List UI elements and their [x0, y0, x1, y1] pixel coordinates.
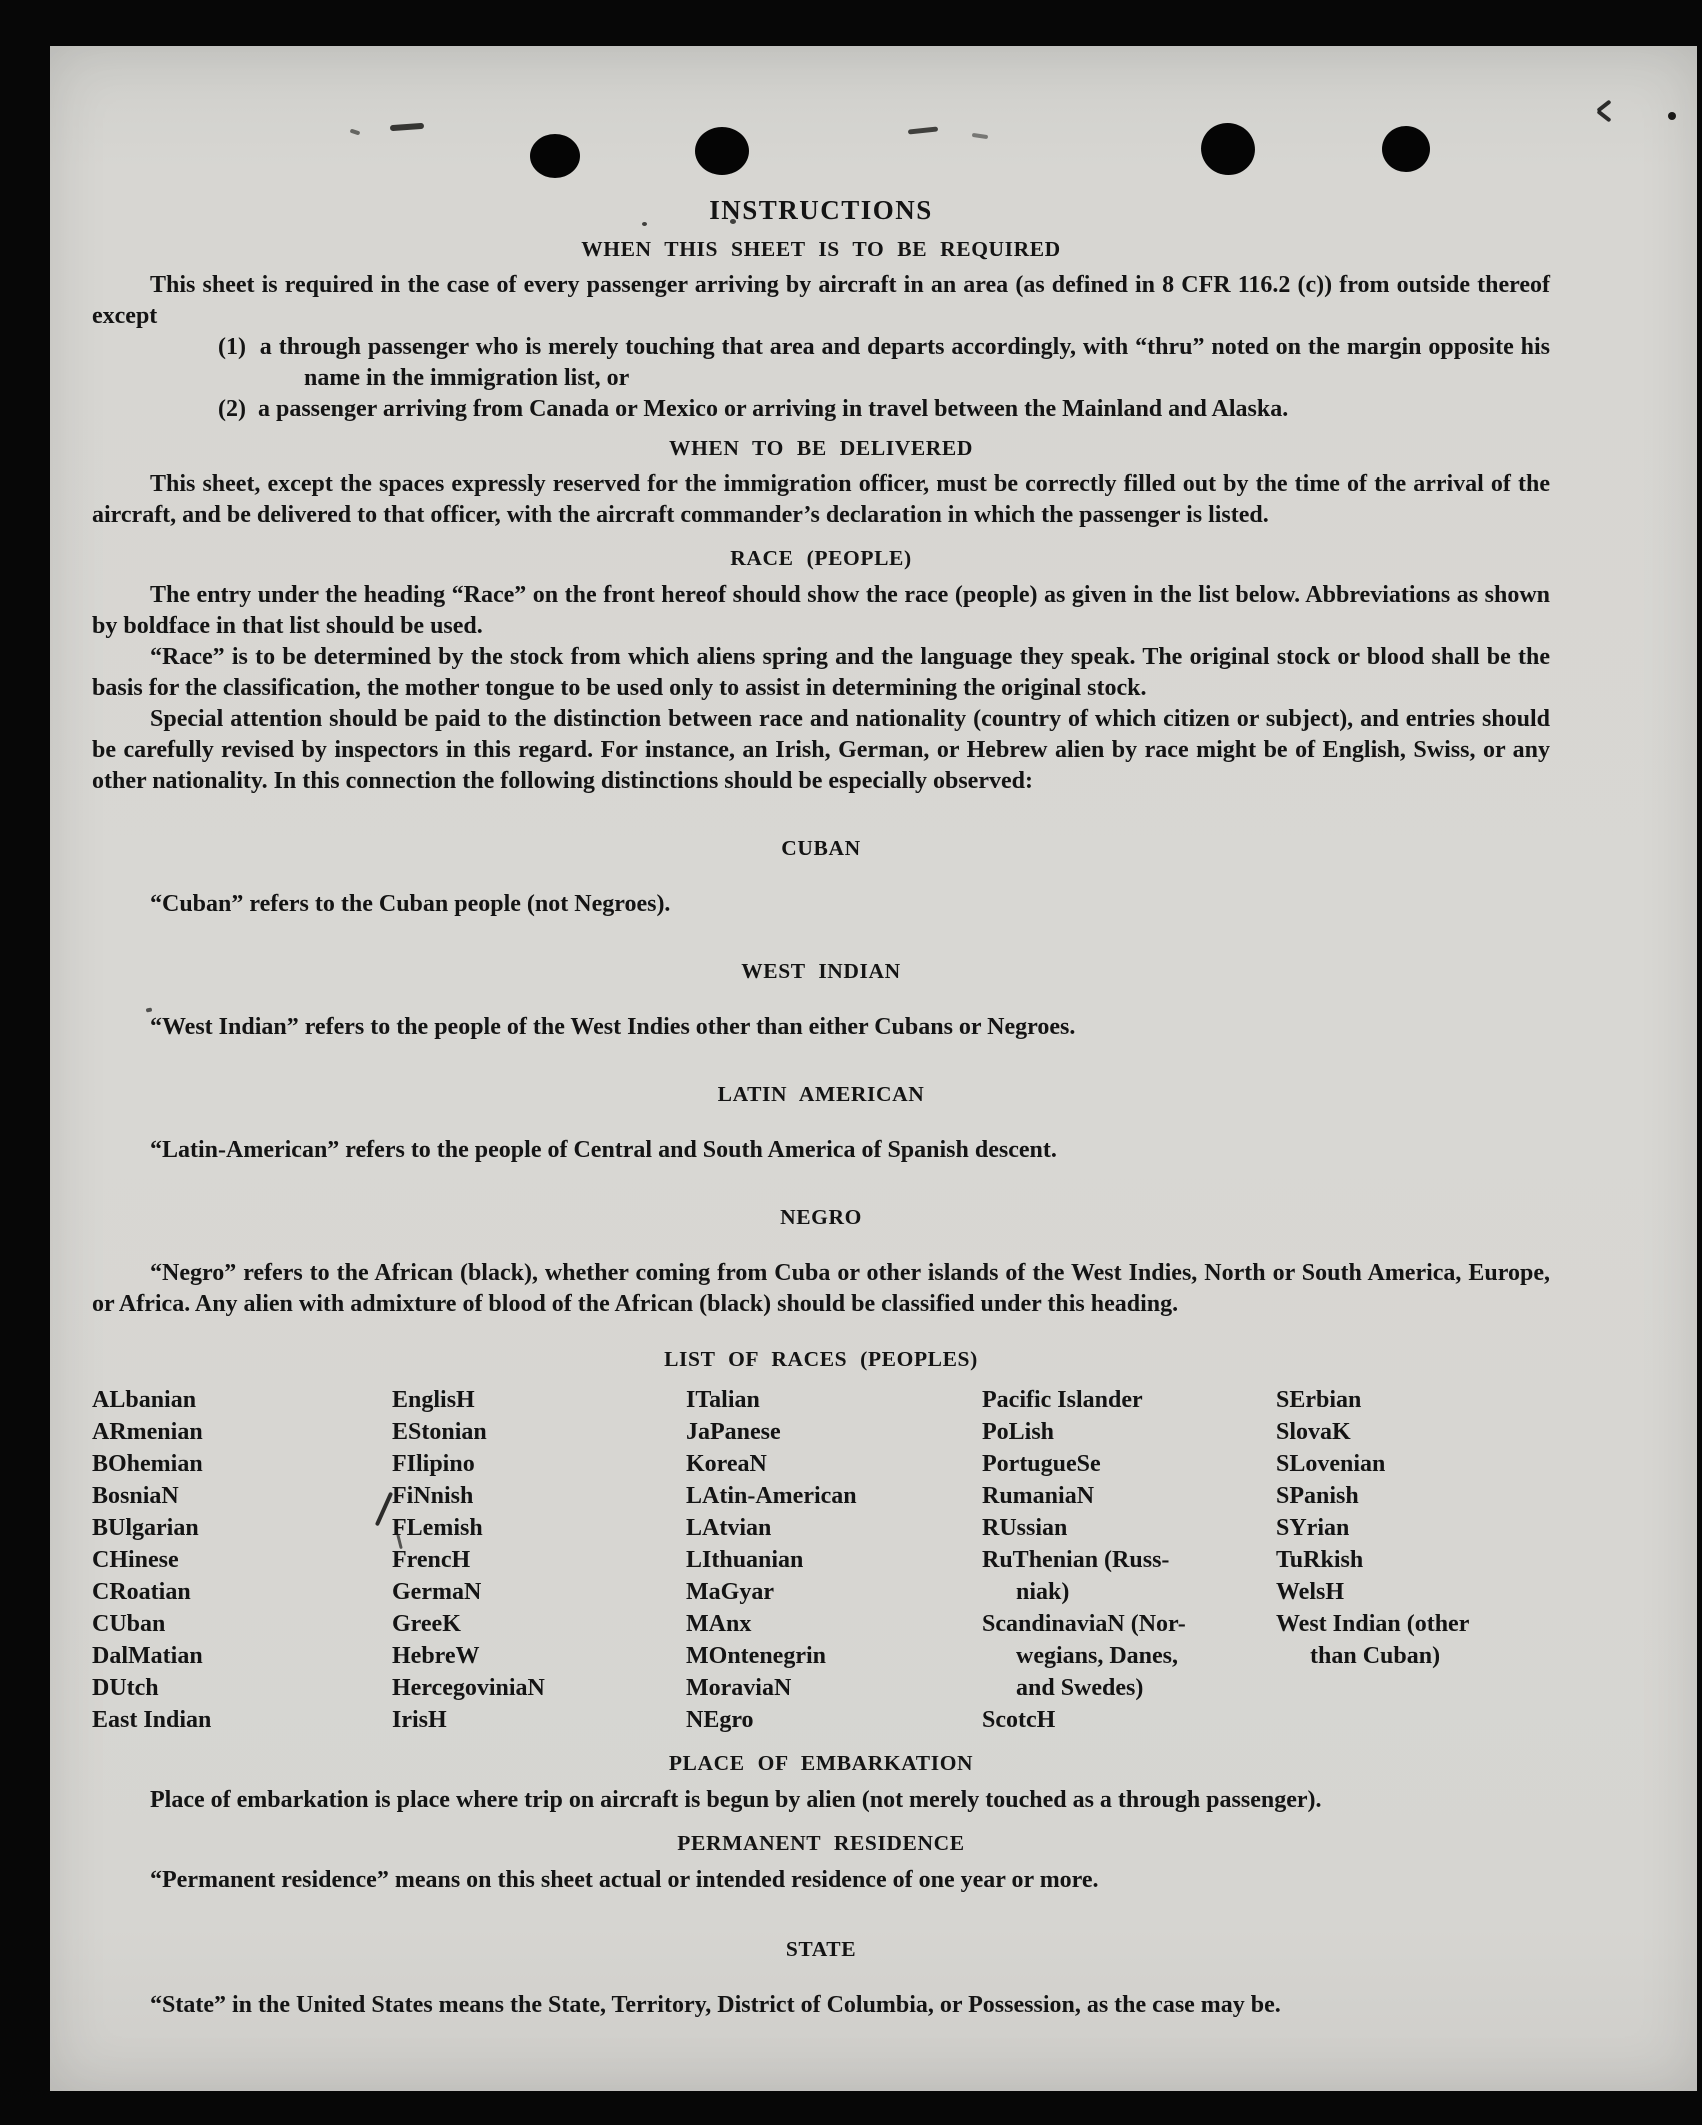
races-column-2: [392, 1384, 686, 1736]
paragraph-latin-american: “Latin-American” refers to the people of Central and South America of Spanish descent.: [150, 1137, 1057, 1163]
race-name: EnglisH: [392, 1387, 475, 1413]
paragraph-state: “State” in the United States means the State, Territory, District of Columbia, or Possession, as the case may be.: [150, 1992, 1281, 2018]
race-name: CUban: [92, 1611, 166, 1637]
race-name: PortugueSe: [982, 1451, 1101, 1477]
race-name: SYrian: [1276, 1515, 1350, 1541]
races-table: [92, 1384, 1550, 1736]
race-name: ITalian: [686, 1387, 760, 1413]
document-content: [92, 194, 1550, 2021]
document-title: INSTRUCTIONS: [709, 195, 933, 225]
race-name: GreeK: [392, 1611, 461, 1637]
race-name: wegians, Danes,: [1016, 1643, 1179, 1669]
section-heading-races-list: LIST OF RACES (PEOPLES): [664, 1347, 978, 1371]
race-name: HercegoviniaN: [392, 1675, 545, 1701]
section-heading-residence: PERMANENT RESIDENCE: [677, 1831, 965, 1855]
section-heading-race: RACE (PEOPLE): [730, 546, 912, 570]
section-heading-embarkation: PLACE OF EMBARKATION: [668, 1751, 974, 1775]
race-name: East Indian: [92, 1707, 212, 1733]
paragraph-delivered: This sheet, except the spaces expressly reserved for the immigration officer, must be correctly filled out by the time of the arrival of the aircraft, and be delivered to that officer, with the aircraft commander’s declaration in which the passenger is listed.: [92, 471, 1550, 528]
race-name: FiNnish: [392, 1483, 474, 1509]
paragraph-race-1: The entry under the heading “Race” on the front hereof should show the race (people) as given in the list below. Abbreviations as shown by boldface in that list should be used.: [92, 582, 1550, 639]
paragraph-residence: “Permanent residence” means on this sheet actual or intended residence of one year or more.: [150, 1867, 1099, 1893]
race-name: ScandinaviaN (Nor-: [982, 1611, 1186, 1637]
race-name: BosniaN: [92, 1483, 179, 1509]
race-name: and Swedes): [1016, 1675, 1144, 1701]
races-column-3: [686, 1384, 982, 1736]
section-heading-delivered: WHEN TO BE DELIVERED: [668, 436, 974, 460]
race-name: CHinese: [92, 1547, 179, 1573]
race-name: CRoatian: [92, 1579, 191, 1605]
paragraph-race-2: “Race” is to be determined by the stock from which aliens spring and the language they speak. The original stock or blood shall be the basis for the classification, the mother tongue to be used only to assist in determining the original stock.: [92, 644, 1550, 701]
document-page: [50, 46, 1697, 2091]
race-name: IrisH: [392, 1707, 447, 1733]
race-name: RuThenian (Russ-: [982, 1547, 1170, 1573]
race-name: FIlipino: [392, 1451, 475, 1477]
punch-hole: [1196, 118, 1260, 180]
race-name: GermaN: [392, 1579, 482, 1605]
race-name: RUssian: [982, 1515, 1068, 1541]
race-name: EStonian: [392, 1419, 487, 1445]
paragraph-negro: “Negro” refers to the African (black), whether coming from Cuba or other islands of the West Indies, North or South America, Europe, or Africa. Any alien with admixture of blood of the African (black) should be classified under this heading.: [92, 1260, 1550, 1317]
section-heading-state: STATE: [785, 1937, 857, 1961]
race-name: ALbanian: [92, 1387, 197, 1413]
list-item-through-passenger: (1) a through passenger who is merely touching that area and departs accordingly, with “thru” noted on the margin opposite his name in the immigration list, or: [218, 334, 1550, 391]
list-item-canada-mexico: (2) a passenger arriving from Canada or Mexico or arriving in travel between the Mainland and Alaska.: [218, 396, 1289, 422]
races-column-1: [92, 1384, 392, 1736]
paragraph-required-intro: This sheet is required in the case of every passenger arriving by aircraft in an area (as defined in 8 CFR 116.2 (c)) from outside thereof except: [92, 272, 1550, 329]
paragraph-race-3: Special attention should be paid to the distinction between race and nationality (country of which citizen or subject), and entries should be carefully revised by inspectors in this regard. For instance, an Irish, German, or Hebrew alien by race might be of English, Swiss, or any other nationality. In this connection the following distinctions should be especially observed:: [92, 706, 1550, 794]
race-name: than Cuban): [1310, 1643, 1441, 1669]
race-name: SlovaK: [1276, 1419, 1351, 1445]
paragraph-embarkation: Place of embarkation is place where trip on aircraft is begun by alien (not merely touched as a through passenger).: [150, 1787, 1322, 1813]
race-name: SPanish: [1276, 1483, 1359, 1509]
scan-artifact: [972, 133, 988, 139]
race-name: SLovenian: [1276, 1451, 1386, 1477]
race-name: FLemish: [392, 1515, 483, 1541]
race-name: KoreaN: [686, 1451, 767, 1477]
paragraph-cuban: “Cuban” refers to the Cuban people (not Negroes).: [150, 891, 671, 917]
scan-artifact: [1596, 109, 1611, 122]
race-name: LAtvian: [686, 1515, 772, 1541]
race-name: DUtch: [92, 1675, 159, 1701]
scan-artifact: [390, 123, 424, 131]
race-name: ARmenian: [92, 1419, 203, 1445]
race-name: MOntenegrin: [686, 1643, 826, 1669]
race-name: niak): [1016, 1579, 1070, 1605]
race-name: BOhemian: [92, 1451, 203, 1477]
race-name: WelsH: [1276, 1579, 1345, 1605]
race-name: FrencH: [392, 1547, 471, 1573]
race-name: JaPanese: [686, 1419, 781, 1445]
section-heading-cuban: CUBAN: [781, 836, 861, 860]
race-name: ScotcH: [982, 1707, 1056, 1733]
race-name: TuRkish: [1276, 1547, 1364, 1573]
race-name: West Indian (other: [1276, 1611, 1470, 1637]
race-name: NEgro: [686, 1707, 754, 1733]
scan-artifact: [908, 126, 938, 134]
race-name: MoraviaN: [686, 1675, 792, 1701]
punch-hole: [1382, 126, 1430, 172]
race-name: LIthuanian: [686, 1547, 804, 1573]
scan-artifact: [350, 129, 361, 136]
scan-artifact: [1668, 112, 1676, 120]
races-column-5: [1276, 1384, 1550, 1672]
section-heading-latin-american: LATIN AMERICAN: [717, 1082, 925, 1106]
section-heading-west-indian: WEST INDIAN: [741, 959, 901, 983]
race-name: RumaniaN: [982, 1483, 1095, 1509]
race-name: LAtin-American: [686, 1483, 857, 1509]
race-name: Pacific Islander: [982, 1387, 1143, 1413]
race-name: DalMatian: [92, 1643, 203, 1669]
race-name: MAnx: [686, 1611, 752, 1637]
race-name: SErbian: [1276, 1387, 1362, 1413]
race-name: PoLish: [982, 1419, 1055, 1445]
race-name: BUlgarian: [92, 1515, 199, 1541]
races-column-4: [982, 1384, 1276, 1736]
punch-hole: [530, 134, 580, 178]
race-name: MaGyar: [686, 1579, 774, 1605]
section-heading-required: WHEN THIS SHEET IS TO BE REQUIRED: [581, 237, 1061, 261]
punch-hole: [695, 127, 749, 175]
paragraph-west-indian: “West Indian” refers to the people of the West Indies other than either Cubans or Negroes.: [150, 1014, 1076, 1040]
section-heading-negro: NEGRO: [780, 1205, 862, 1229]
race-name: HebreW: [392, 1643, 480, 1669]
